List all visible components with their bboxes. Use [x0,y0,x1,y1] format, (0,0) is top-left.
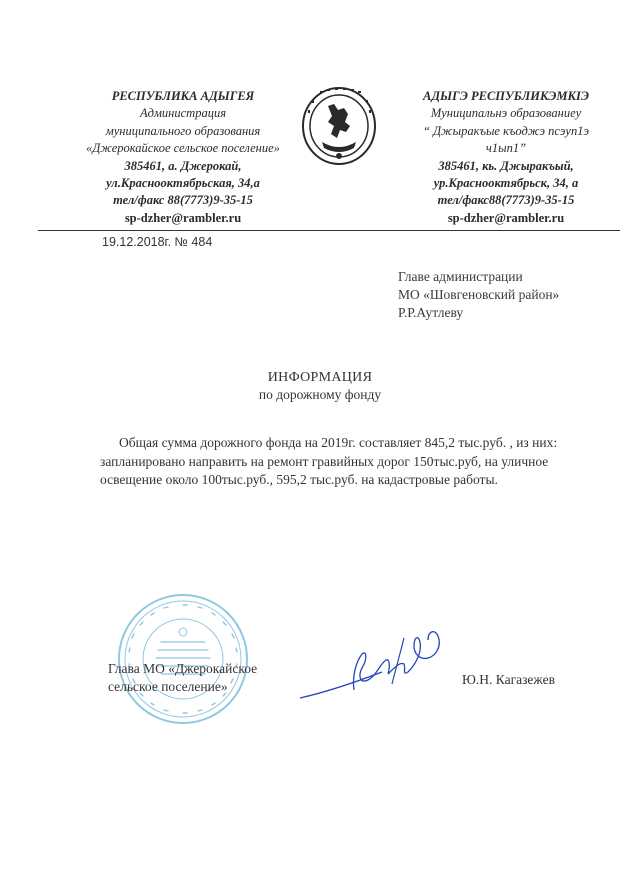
addressee-line-2: МО «Шовгеновский район» [398,287,560,302]
signatory-position [108,660,257,696]
header-right-phone: тел/факс88(7773)9-35-15 [437,193,575,208]
header-right-postal: 385461, кь. Джыракъый, [438,158,574,173]
signatory-position-line-2: сельское поселение» [108,679,228,694]
addressee-line-3: Р.Р.Аутлеву [398,305,464,320]
signatory-position-line-1: Глава МО «Джерокайское [108,661,258,676]
header-right-block [392,88,620,227]
round-seal-stamp-icon [116,592,250,726]
header-left-block [58,88,308,227]
header-right-street: ур.Краснооктябрьск, 34, а [433,176,579,191]
header-left-admin: Администрация [139,106,227,121]
header-divider [38,230,620,231]
header-right-settlement-cont: ч1ып1” [485,141,527,156]
header-right-mun-formation: Муниципальнэ образованиеу [430,106,582,121]
header-left-email: sp-dzher@rambler.ru [124,210,242,225]
document-reference: 19.12.2018г. № 484 [102,235,213,249]
header-right-email: sp-dzher@rambler.ru [447,210,565,225]
header-left-mun-formation: муниципального образования [105,123,261,138]
coat-of-arms-icon [300,86,378,168]
addressee-block [398,268,559,322]
header-right-settlement: “ Джыракъые къоджэ псэуп1э [423,123,589,138]
addressee-line-1: Главе администрации [398,269,523,284]
header-right-republic: АДЫГЭ РЕСПУБЛИКЭМКIЭ [423,89,589,103]
signer-name: Ю.Н. Кагазежев [462,672,555,687]
document-title: ИНФОРМАЦИЯ [267,370,373,385]
body-paragraph: Общая сумма дорожного фонда на 2019г. составляет 845,2 тыс.руб. , из них: запланировано направить на ремонт гравийных дорог 150тыс.руб, на уличное освещение около 100тыс.руб., 595,2 тыс.руб. на кадастровые работы. [100,435,558,487]
header-left-street: ул.Краснооктябрьская, 34,а [106,176,260,191]
handwritten-signature-icon [296,624,446,704]
header-left-republic: РЕСПУБЛИКА АДЫГЕЯ [111,89,255,103]
header-left-phone: тел/факс 88(7773)9-35-15 [113,193,253,208]
document-subtitle: по дорожному фонду [258,387,382,402]
header-left-settlement: «Джерокайское сельское поселение» [86,141,280,156]
header-left-postal: 385461, а. Джерокай, [124,158,242,173]
